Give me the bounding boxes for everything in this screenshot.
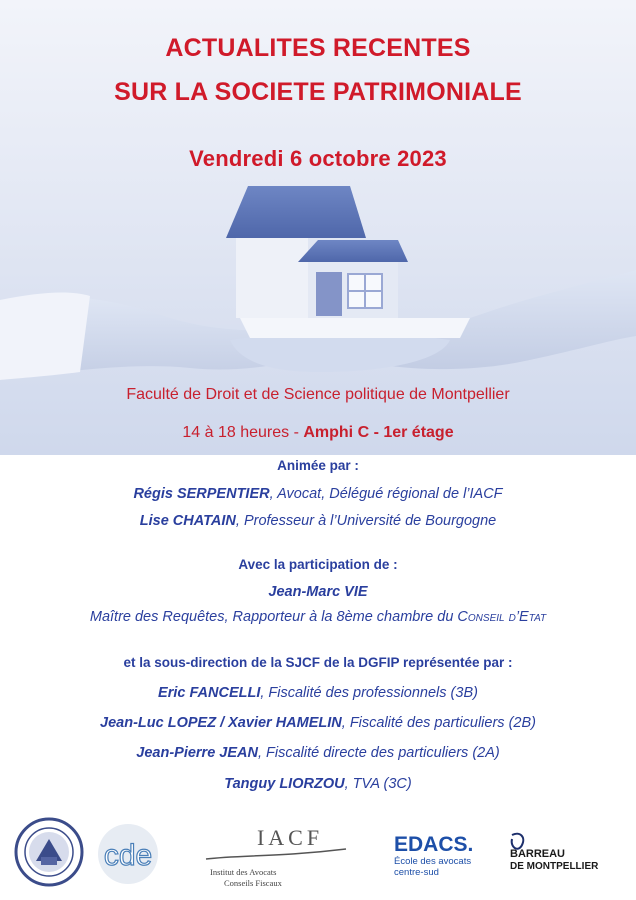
partner-logos	[0, 805, 636, 900]
venue-place: Faculté de Droit et de Science politique de Montpellier	[126, 386, 510, 403]
dgfip-line	[0, 715, 636, 731]
dgfip-name: Jean-Pierre JEAN	[136, 745, 258, 761]
hosted-heading: Animée par :	[277, 458, 359, 473]
edacs-sub1: École des avocats	[394, 856, 472, 867]
participant-role-text: Maître des Requêtes, Rapporteur à la 8ème chambre du	[89, 609, 458, 625]
participant-role	[0, 609, 636, 625]
host-name: Régis SERPENTIER	[133, 486, 270, 502]
dgfip-role: , Fiscalité des professionnels (3B)	[260, 685, 478, 701]
host-line	[0, 486, 636, 502]
dgfip-heading: et la sous-direction de la SJCF de la DGFIP représentée par :	[123, 655, 513, 670]
cde-text: cde	[103, 839, 153, 872]
host-role: , Professeur à l’Université de Bourgogne	[235, 513, 497, 529]
host-role: , Avocat, Délégué régional de l’IACF	[269, 486, 503, 502]
cde-logo	[94, 823, 162, 885]
barreau-line1: BARREAU	[510, 848, 565, 860]
edacs-logo	[392, 829, 492, 881]
barreau-line2: DE MONTPELLIER	[510, 861, 599, 872]
iacf-sub1: Institut des Avocats	[210, 867, 277, 877]
dgfip-role: , Fiscalité des particuliers (2B)	[341, 715, 536, 731]
iacf-logo	[200, 815, 350, 893]
iacf-name: IACF	[256, 825, 324, 850]
event-date: Vendredi 6 octobre 2023	[189, 146, 447, 171]
venue-room: Amphi C - 1er étage	[303, 424, 454, 441]
dgfip-line	[0, 745, 636, 761]
participation-heading: Avec la participation de :	[238, 557, 398, 572]
event-title-line-2: SUR LA SOCIETE PATRIMONIALE	[114, 78, 522, 106]
venue-time-room	[0, 424, 636, 442]
iacf-sub2: Conseils Fiscaux	[224, 878, 282, 888]
dgfip-role: , TVA (3C)	[344, 776, 412, 792]
dgfip-line	[0, 685, 636, 701]
venue-time: 14 à 18 heures -	[182, 424, 304, 441]
dgfip-name: Tanguy LIORZOU	[224, 776, 345, 792]
dgfip-role: , Fiscalité directe des particuliers (2A)	[257, 745, 500, 761]
host-line	[0, 513, 636, 529]
university-seal-logo	[14, 817, 84, 887]
dgfip-name: Jean-Luc LOPEZ / Xavier HAMELIN	[100, 715, 342, 731]
barreau-montpellier-logo	[506, 827, 626, 877]
event-title-line-1: ACTUALITES RECENTES	[165, 34, 471, 62]
participant-name: Jean-Marc VIE	[268, 584, 368, 600]
host-name: Lise CHATAIN	[139, 513, 236, 529]
dgfip-line	[0, 776, 636, 792]
edacs-sub2: centre-sud	[394, 867, 439, 878]
edacs-name: EDACS.	[394, 833, 474, 856]
participant-institution: Conseil d’Etat	[457, 609, 547, 625]
dgfip-name: Eric FANCELLI	[158, 685, 261, 701]
